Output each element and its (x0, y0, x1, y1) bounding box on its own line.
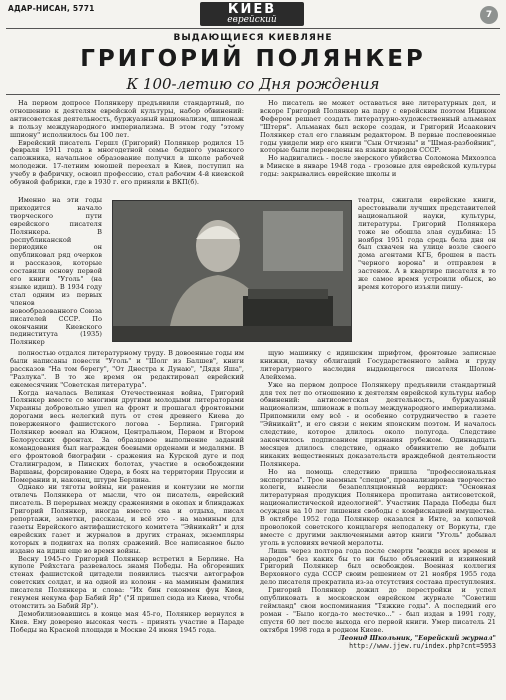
paragraph: Но писатель не может оставаться вне литературных дел, и вскоре Григорий Полянкер на пару с еврейским поэтом Ициком Фефером решает создать литературно-художественный альманах "Штерн". Альманах был вскоре создан, и Григорий Исаакович Полянкер стал его главным редактором. В первые послевоенные годы увидели мир его книги "Сын Отчизны" и "Шмая-разбойник", которые были переведены на языки народов СССР. (260, 99, 496, 155)
paragraph: На первом допросе Полянкеру предъявили стандартный, по отношению к деятелям еврейской культуры, набор обвинений: антисоветская деятельность, буржуазный национализм, шпионаж в пользу международного империализма. В этом году "этому шпиону" исполнилось бы 100 лет. (10, 99, 244, 139)
paragraph: Григорий Полянкер дожил до перестройки и успел опубликовать в московском еврейском журнале "Советиш геймланд" свои воспоминания "Тяжкие годы". А последний его роман - "Было когда-то местечко..." - был издан в 1991 году, спустя 60 лет после выхода его первой книги. Умер писатель 21 октября 1998 года в родном Киеве. (260, 586, 496, 634)
article-signature: Леонид Школьник, "Еврейский журнал" (338, 633, 496, 642)
paragraph: Однако ни тяготы войны, ни ранения и контузии не могли отвлечь Полянкера от мысли, что он писатель, еврейский писатель. В перерывах между сражениями в окопах и блиндажах Григорий Полянкер, иногда вместо сна и отдыха, писал репортажи, заметки, рассказы, и всё это - на маминым для газеты Еврейского антифашистского комитета "Эйникайт" и для еврейских газет и журналов в других странах, экземпляры которых в подвигах на полях сражений. Все написанное было издано на идиш еще во время войны. (10, 483, 244, 555)
title-divider (6, 94, 500, 95)
paragraph: театры, сжигали еврейские книги, арестовывали лучших представителей национальной науки, культуры, литературы. Григорий Полянкера тоже не обошла злая судьбина: 15 ноября 1951 года средь бела дня он был схвачен на улице возле своего дома агентами КГБ, брошен в пасть "черного ворона" и отправлен в застенок. А в квартире писателя в то же самое время устроили обыск, во время которого изъяли пишу- (358, 196, 496, 291)
logo-sub: еврейский (227, 15, 277, 25)
column-2-wrap (358, 197, 496, 292)
source-link[interactable]: http://www.jjew.ru/index.php?cnt=5953 (349, 641, 496, 650)
column-2-top (260, 100, 496, 179)
author-photo (112, 200, 352, 342)
paragraph: Лишь через полтора года после смерти "вождя всех времен и народов" без каких бы то ни было объяснений и извинений Григорий Полянкер был освобожден. Военная коллегия Верховного суда СССР своим решением от 21 ноября 1955 года дело писателя прекратила из-за отсутствия состава преступления. (260, 546, 497, 587)
paragraph: щую машинку с идишским шрифтом, фронтовые записные книжки, пачку облигаций Государственного займа и груду литературного наследия выдающегося писателя Шолом-Алейхема. (260, 349, 496, 381)
article-subtitle: К 100-летию со Дня рождения (126, 75, 380, 93)
column-1-top (10, 100, 244, 187)
issue-date: АДАР-НИСАН, 5771 (8, 4, 95, 13)
page-number: 7 (480, 6, 498, 24)
paragraph: Когда началась Великая Отечественная война, Григорий Полянкер вместе со многими другими молодыми литераторами Украины добровольно ушел на фронт и прошагал фронтовыми дорогами весь нелегкий путь от стен древнего Киева до поверженного фашистского логова - Берлина. Григорий Полянкер воевал на Южном, Центральном, Первом и Втором Белорусских фронтах. За образцовое выполнение заданий командования был награжден боевыми орденами и медалями. В его фронтовой биографии - сражения на Курской дуге и под Сталинградом, в Пинских болотах, участие в освобождении Варшавы, форсирование Одера, в боях на территории Пруссии и Померании и, наконец, штурм Берлина. (10, 388, 244, 484)
paragraph: Именно на эти годы приходится начало творческого пути еврейского писателя Полянкера. В республиканской периодике он опубликовал ряд очерков и рассказов, которые составили основу первой его книги "Уголь" (на языке идиш). В 1934 году стал одним из первых членов новообразованного Союза писателей СССР. По окончании Киевского пединститута (1935) Полянкер (10, 196, 102, 347)
paragraph: полностью отдался литературному труду. В довоенные годы им были написаны повести "Уголь" и "Шолг из Балшев", книги рассказов "На том берегу", "От Днестра к Дунаю", "Дядя Яша", "Разлука". В то же время он редактировал еврейский ежемесячник "Советская литература". (10, 349, 244, 389)
column-1-inset (10, 197, 102, 347)
paragraph: Еврейский писатель Гершл (Григорий) Полянкер родился 15 февраля 1911 года в многодетной семье бедного уманского сапожника, начальное образование получил в школе рабочей молодежи. 17-летним юношей переехал в Киев, поступил на учебу в фабричку, освоил профессию, стал рабочим 4-й киевской обувной фабрики, где в 1930 г. его приняли в ВКП(б). (10, 138, 244, 187)
header-divider (6, 28, 500, 29)
logo-main: КИЕВ (227, 2, 277, 17)
paragraph: Демобилизовавшись в конце мая 45-го, Полянкер вернулся в Киев. Ему доверено высокая честь - принять участие в Параде Победы на Красной площади в Москве 24 июня 1945 года. (10, 609, 244, 634)
article-title: ГРИГОРИЙ ПОЛЯНКЕР (80, 46, 426, 72)
paragraph: Но надвигались - после зверского убийства Соломона Михоэлса в Минске в январе 1948 года - грозовые для еврейской культуры годы: закрывались еврейские школы и (260, 154, 496, 179)
paragraph: Но на помощь следствию пришла "профессиональная экспертиза". Трое наемных "спецов", проанализировав творчество колеги, вынесли безапелляционный вердикт: "Основная литературная продукция Полянкера пропитана антисоветской, националистической идеологией". Участник Парада Победы был осужден на 10 лет лишения свободы с конфискацией имущества. В октябре 1952 года Полянкер оказался в Инте, за колючей проволокой советского концлагеря неподалеку от Воркуты, где вместе с другими заключенными автор книги "Уголь" добывал уголь в условиях вечной мерзлоты. (260, 467, 496, 547)
column-1-bottom (10, 350, 244, 635)
paragraph: Уже на первом допросе Полянкеру предъявили стандартный для тех лет по отношению к деятелям еврейской культуры набор обвинений: антисоветская деятельность, буржуазный национализм, шпионаж в пользу международного империализма. Припомнили ему всё - и особенно сотрудничество в газете "Эйникайт", и его связи с неким японским поэтом. И началось следствие, которое длилось около полугода. Следствие закончилось подписанием признания рубежом. Одиннадцать месяцев длилось следствие, однако обвинителю не добыли никаких вещественных доказательств враждебной деятельности Полянкера. (260, 380, 496, 468)
photo-illustration (113, 201, 351, 341)
column-2-bottom (260, 350, 496, 650)
paragraph: Весну 1945-го Григорий Полянкер встретил в Берлине. На куполе Рейхстага развевалось знамя Победы. На обгоревших стенах фашистской цитадели появились тысячи автографов советских солдат, и на одной из колонн - на маминым фамилия писателя Полянкера и слова: "Их бин геконмен фун Киев, генумен некума фар Бабий Яр" ("Я пришел сюда из Киева, чтобы отомстить за Бабий Яр"). (10, 554, 244, 610)
section-title: ВЫДАЮЩИЕСЯ КИЕВЛЯНЕ (173, 33, 333, 43)
newspaper-logo (200, 2, 304, 26)
